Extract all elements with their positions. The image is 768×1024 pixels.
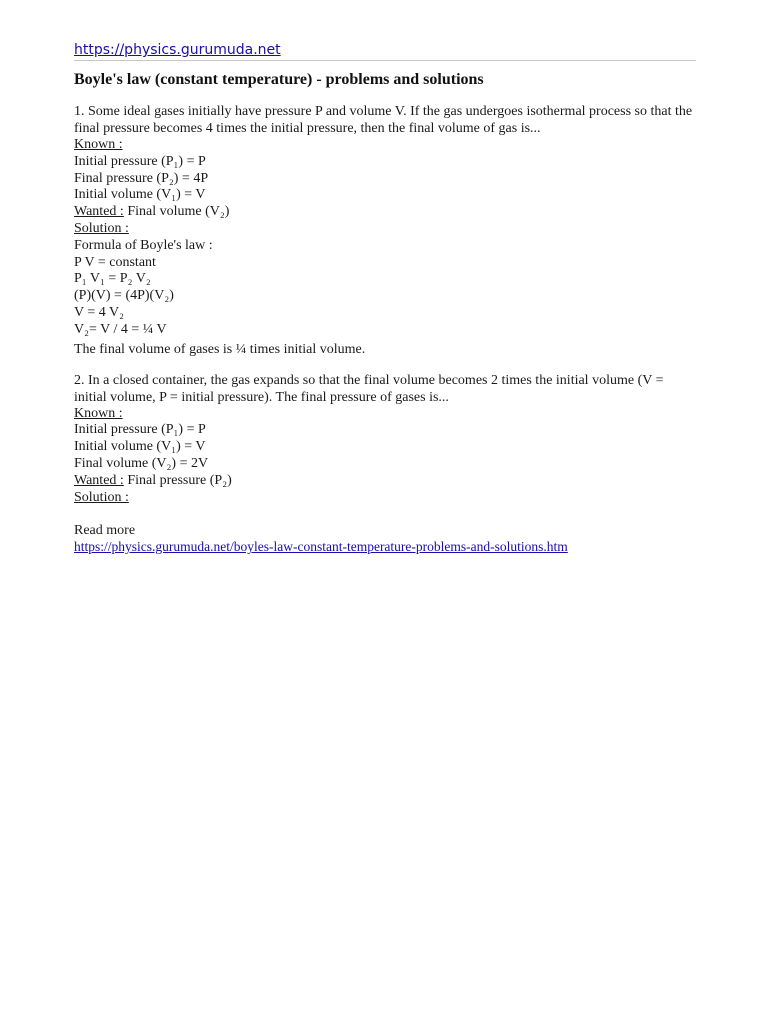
solution-step: Formula of Boyle's law : xyxy=(74,237,213,253)
problem-2-wanted xyxy=(74,473,696,490)
problem-2-question: 2. In a closed container, the gas expands so that the final volume becomes 2 times the initial volume (V = initial volume, P = initial pressure). The final pressure of gases is... xyxy=(74,372,664,405)
read-more-label: Read more xyxy=(74,523,136,539)
header-divider xyxy=(74,60,696,61)
problem-2-solution-label: Solution : xyxy=(74,489,129,505)
problem-2-known xyxy=(74,406,696,473)
problem-1-question: 1. Some ideal gases initially have pressure P and volume V. If the gas undergoes isothermal process so that the final pressure becomes 4 times the initial pressure, then the final volume of gas is... xyxy=(74,104,693,136)
problem-1-known xyxy=(74,137,696,204)
solution-step: (P)(V) = (4P)(V₂) xyxy=(74,288,174,304)
spacer xyxy=(74,506,696,523)
solution-step: V₂= V / 4 = ¼ V xyxy=(74,321,167,337)
problem-2-known-item: Initial volume (V₁) = V xyxy=(74,439,206,455)
problem-1-known-item: Final pressure (P₂) = 4P xyxy=(74,170,209,186)
site-link[interactable]: https://physics.gurumuda.net xyxy=(74,42,281,58)
problem-2-known-item: Initial pressure (P₁) = P xyxy=(74,422,206,438)
problem-1-known-item: Initial pressure (P₁) = P xyxy=(74,153,206,169)
problem-2-known-item: Final volume (V₂) = 2V xyxy=(74,455,209,471)
problem-1-solution xyxy=(74,221,696,339)
problem-2-wanted-label: Wanted : xyxy=(74,472,124,488)
solution-step: P₁ V₁ = P₂ V₂ xyxy=(74,271,151,287)
problem-1-wanted-label: Wanted : xyxy=(74,204,124,220)
solution-step: P V = constant xyxy=(74,254,156,270)
problem-1-wanted-value: Final volume (V₂) xyxy=(123,204,230,220)
document-content xyxy=(74,41,696,555)
solution-step: V = 4 V₂ xyxy=(74,304,124,320)
problem-1-known-label: Known : xyxy=(74,137,123,152)
problem-1-known-item: Initial volume (V₁) = V xyxy=(74,187,206,203)
problem-2-known-label: Known : xyxy=(74,405,123,421)
page-title: Boyle's law (constant temperature) - problems and solutions xyxy=(74,71,484,88)
problem-2-wanted-value: Final pressure (P₂) xyxy=(123,472,232,488)
problem-1-wanted xyxy=(74,204,696,221)
problem-1-solution-label: Solution : xyxy=(74,220,129,236)
problem-1-conclusion: The final volume of gases is ¼ times initial volume. xyxy=(74,341,366,357)
read-more-link[interactable]: https://physics.gurumuda.net/boyles-law-constant-temperature-problems-and-solutions.htm xyxy=(74,539,568,555)
